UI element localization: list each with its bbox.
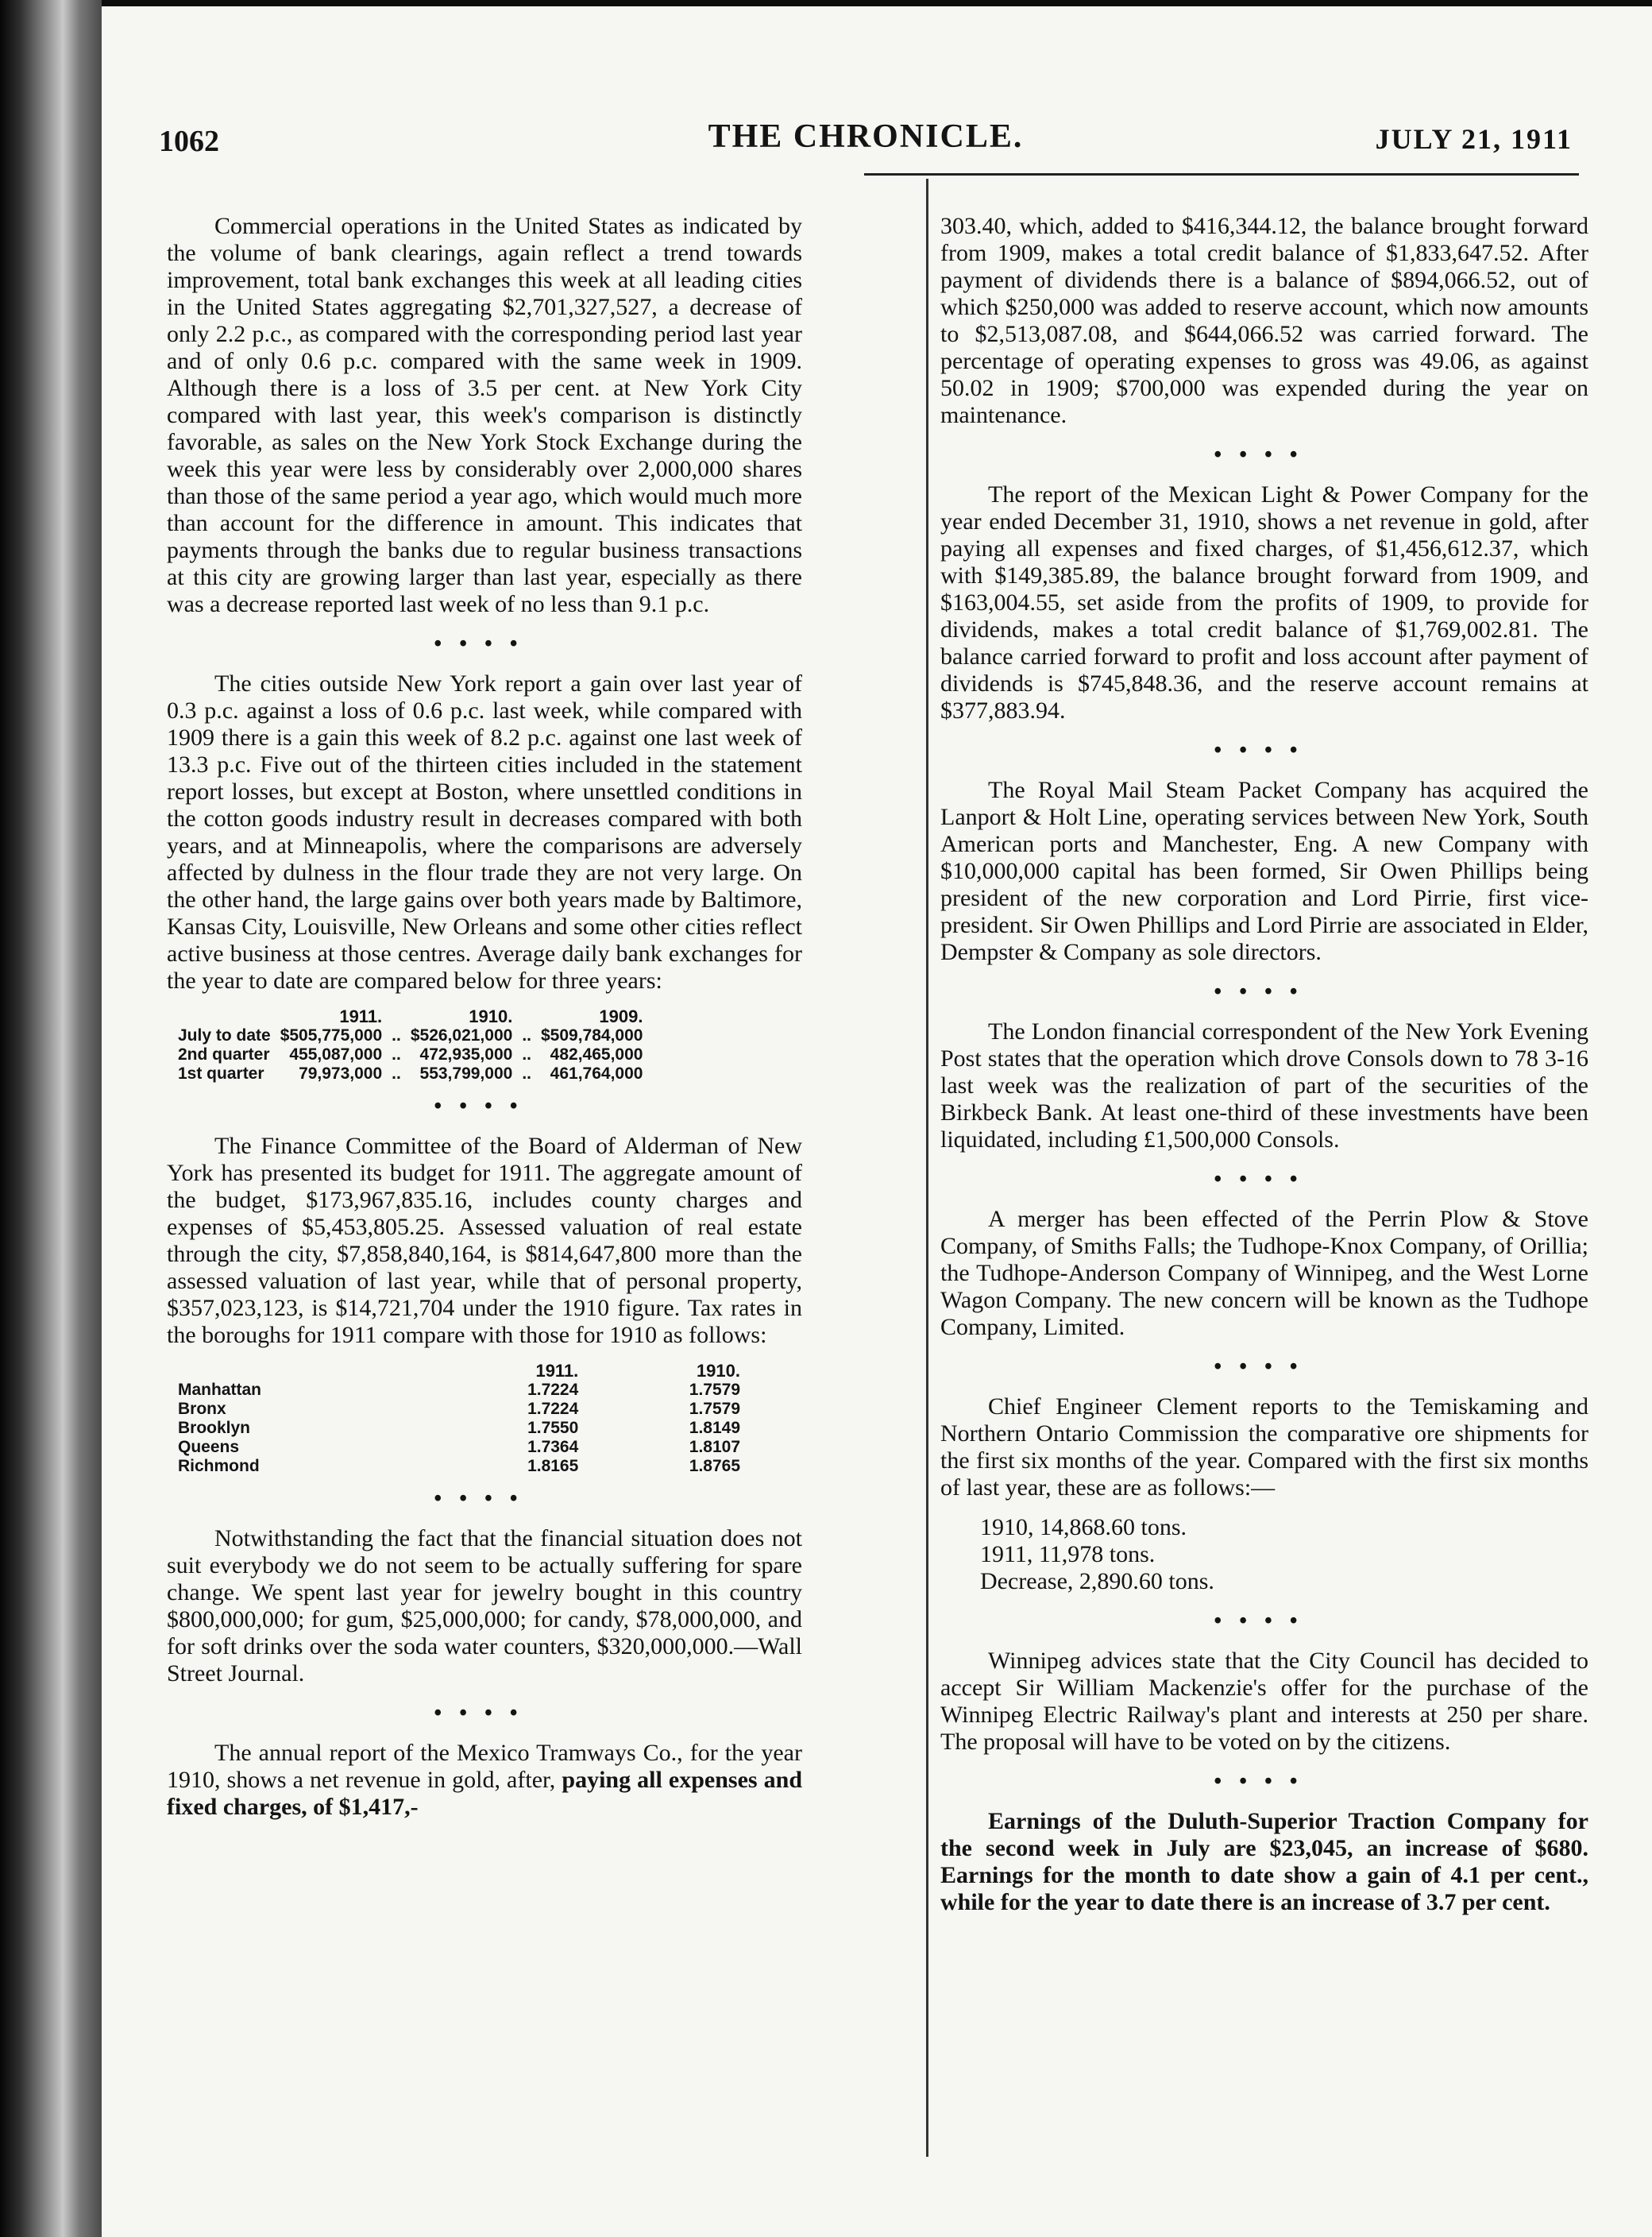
list-item: 1911, 11,978 tons. <box>980 1541 1156 1567</box>
borough-name: Bronx <box>178 1400 226 1418</box>
bank-clearings-paragraph: Commercial operations in the United States as indicated by the volume of bank clearings, again reflect a trend towards improvement, total bank exchanges this week at all leading cities in the United States aggregating $2,701,327,527, a decrease of only 2.2 p.c., as compared with the corresponding period last year and of only 0.6 p.c. compared with the same week in 1909. Although there is a loss of 3.5 per cent. at New York City compared with last year, this week's comparison is distinctly favorable, as sales on the New York Stock Exchange during the week this year were less by considerably over 2,000,000 shares than those of the same period a year ago, which would much more than account for the difference in amount. This indicates that payments through the banks due to regular business transactions at this city are growing larger than last year, especially as there was a decrease reported last week of no less than 9.1 p.c. <box>167 213 802 617</box>
right-column <box>940 213 1588 1929</box>
column-divider <box>926 179 928 2157</box>
section-separator: •••• <box>1214 442 1315 467</box>
row-label: 1st quarter <box>178 1064 264 1083</box>
masthead: THE CHRONICLE. <box>708 118 1024 155</box>
section-separator: •••• <box>434 1486 535 1511</box>
section-separator: •••• <box>434 1094 535 1118</box>
section-separator: •••• <box>1214 1354 1315 1379</box>
section-separator: •••• <box>434 632 535 656</box>
table-header-row <box>173 1007 647 1026</box>
royal-mail-paragraph: The Royal Mail Steam Packet Company has acquired the Lanport & Holt Line, operating services between New York, South American ports and Manchester, Eng. A new Company with $10,000,000 capital has been formed, Sir Owen Phillips being president of the new corporation and Lord Pirrie, first vice-president. Sir Owen Phillips and Lord Pirrie are associated in Elder, Dempster & Company as sole directors. <box>940 777 1588 965</box>
page-header <box>159 118 1573 165</box>
cell-1909: 461,764,000 <box>550 1064 643 1083</box>
cell-1910: 553,799,000 <box>419 1064 513 1083</box>
cell-1911: 1.7224 <box>527 1381 579 1399</box>
cell-1911: 79,973,000 <box>299 1064 383 1083</box>
cell-1910: 1.8149 <box>689 1419 740 1437</box>
section-separator: •••• <box>1214 1167 1315 1192</box>
column-header: 1911. <box>535 1361 579 1381</box>
header-rule <box>864 173 1579 176</box>
ore-shipments-paragraph: Chief Engineer Clement reports to the Temiskaming and Northern Ontario Commission the comparative ore shipments for the first six months of the year. Compared with the first six months of last year, these are as follows:— <box>940 1393 1588 1501</box>
consols-paragraph: The London financial correspondent of the New York Evening Post states that the operation which drove Consols down to 78 3-16 last week was the realization of part of the securities of the Birkbeck Bank. At least one-third of these investments have been liquidated, including £1,500,000 Consols. <box>940 1018 1588 1153</box>
cell-1910: 1.8765 <box>689 1457 740 1475</box>
issue-date: JULY 21, 1911 <box>1375 123 1573 155</box>
mexico-tramways-text: The annual report of the Mexico Tramways Co., for the year 1910, shows a net revenue in gold, after, <box>167 1740 802 1793</box>
borough-name: Brooklyn <box>178 1419 251 1437</box>
mexico-tramways-continuation: 303.40, which, added to $416,344.12, the balance brought forward from 1909, makes a total credit balance of $1,833,647.52. After payment of dividends there is a balance of $894,066.52, out of which $250,000 was added to reserve account, which now amounts to $2,513,087.08, and $644,066.52 was carried forward. The percentage of operating expenses to gross was 49.06, as against 50.02 in 1909; $700,000 was expended during the year on maintenance. <box>940 213 1588 428</box>
borough-name: Richmond <box>178 1457 260 1475</box>
column-header: 1910. <box>469 1006 513 1026</box>
page-number: 1062 <box>159 125 219 158</box>
cell-1910: 1.8107 <box>689 1438 740 1456</box>
cell-1909: $509,784,000 <box>540 1026 643 1045</box>
tax-rates-table <box>173 1362 745 1476</box>
table-row: 2nd quarter 455,087,000 .. 472,935,000 .. 482,465,000 <box>173 1045 647 1064</box>
finance-committee-paragraph: The Finance Committee of the Board of Alderman of New York has presented its budget for 1911. The aggregate amount of the budget, $173,967,835.16, includes county charges and expenses of $5,453,805.25. Assessed valuation of real estate through the city, $7,858,840,164, is $814,647,800 more than the assessed valuation of last year, while that of personal property, $357,023,123, is $14,721,704 under the 1910 figure. Tax rates in the boroughs for 1911 compare with those for 1910 as follows: <box>167 1133 802 1348</box>
list-item: 1910, 14,868.60 tons. <box>980 1514 1187 1540</box>
table-row <box>173 1400 745 1419</box>
cell-1911: 1.7550 <box>527 1419 579 1437</box>
cell-1910: $526,021,000 <box>410 1026 513 1045</box>
section-separator: •••• <box>1214 1769 1315 1794</box>
cell-1910: 472,935,000 <box>419 1045 513 1064</box>
cell-1911: 1.8165 <box>527 1457 579 1475</box>
column-header: 1910. <box>696 1361 740 1381</box>
section-separator: •••• <box>1214 1609 1315 1633</box>
ore-shipments-list <box>980 1514 1588 1595</box>
mexico-tramways-paragraph <box>167 1740 802 1821</box>
list-item: Decrease, 2,890.60 tons. <box>980 1568 1214 1594</box>
cell-1911: $505,775,000 <box>280 1026 383 1045</box>
exchanges-table <box>173 1007 647 1084</box>
section-separator: •••• <box>1214 979 1315 1004</box>
table-row <box>173 1457 745 1476</box>
column-header: 1909. <box>599 1006 643 1026</box>
duluth-superior-paragraph: Earnings of the Duluth-Superior Traction Company for the second week in July are $23,045, an increase of $680. Earnings for the month to date show a gain of 4.1 per cent., while for the year to date there is an increase of 3.7 per cent. <box>940 1808 1588 1915</box>
borough-name: Queens <box>178 1438 240 1456</box>
book-binding <box>0 0 102 2237</box>
section-separator: •••• <box>1214 738 1315 763</box>
table-row <box>173 1419 745 1438</box>
section-separator: •••• <box>434 1701 535 1725</box>
mexican-light-power-paragraph: The report of the Mexican Light & Power Company for the year ended December 31, 1910, shows a net revenue in gold, after paying all expenses and fixed charges, of $1,456,612.37, which with $149,385.89, the balance brought forward from 1909, and $163,004.55, set aside from the profits of 1909, to provide for dividends, makes a total credit balance of $1,769,002.81. The balance carried forward to profit and loss account after payment of dividends is $745,848.36, and the reserve account remains at $377,883.94. <box>940 481 1588 724</box>
cell-1911: 1.7224 <box>527 1400 579 1418</box>
table-row: 1st quarter 79,973,000 .. 553,799,000 .. 461,764,000 <box>173 1064 647 1084</box>
merger-paragraph: A merger has been effected of the Perrin Plow & Stove Company, of Smiths Falls; the Tudhope-Knox Company, of Orillia; the Tudhope-Anderson Company of Winnipeg, and the West Lorne Wagon Company. The new concern will be known as the Tudhope Company, Limited. <box>940 1206 1588 1340</box>
table-row <box>173 1438 745 1457</box>
cell-1910: 1.7579 <box>689 1381 740 1399</box>
column-header: 1911. <box>339 1006 383 1026</box>
mexico-tramways-bold-text: paying all expenses and fixed charges, of $1,417,- <box>167 1767 802 1820</box>
table-header-row <box>173 1362 745 1381</box>
cell-1911: 455,087,000 <box>289 1045 383 1064</box>
spare-change-paragraph: Notwithstanding the fact that the financial situation does not suit everybody we do not seem to be actually suffering for spare change. We spent last year for jewelry bought in this country $800,000,000; for gum, $25,000,000; for candy, $78,000,000, and for soft drinks over the soda water counters, $320,000,000.—Wall Street Journal. <box>167 1525 802 1686</box>
cell-1911: 1.7364 <box>527 1438 579 1456</box>
cities-outside-paragraph: The cities outside New York report a gain over last year of 0.3 p.c. against a loss of 0.6 p.c. last week, while compared with 1909 there is a gain this week of 8.2 p.c. against one last week of 13.3 p.c. Five out of the thirteen cities included in the statement report losses, but except at Boston, where unsettled conditions in the cotton goods industry result in decreases compared with both years, and at Minneapolis, where the comparisons are adversely affected by dulness in the flour trade they are not very large. On the other hand, the large gains over both years made by Baltimore, Kansas City, Louisville, New Orleans and some other cities reflect active business at those centres. Average daily bank exchanges for the year to date are compared below for three years: <box>167 670 802 994</box>
winnipeg-paragraph: Winnipeg advices state that the City Council has decided to accept Sir William Mackenzie's offer for the purchase of the Winnipeg Electric Railway's plant and interests at 250 per share. The proposal will have to be voted on by the citizens. <box>940 1648 1588 1755</box>
cell-1909: 482,465,000 <box>550 1045 643 1064</box>
cell-1910: 1.7579 <box>689 1400 740 1418</box>
left-column <box>167 213 802 1833</box>
borough-name: Manhattan <box>178 1381 261 1399</box>
row-label: July to date <box>178 1026 271 1045</box>
table-row: July to date $505,775,000 .. $526,021,000 .. $509,784,000 <box>173 1026 647 1045</box>
table-row <box>173 1381 745 1400</box>
row-label: 2nd quarter <box>178 1045 270 1064</box>
